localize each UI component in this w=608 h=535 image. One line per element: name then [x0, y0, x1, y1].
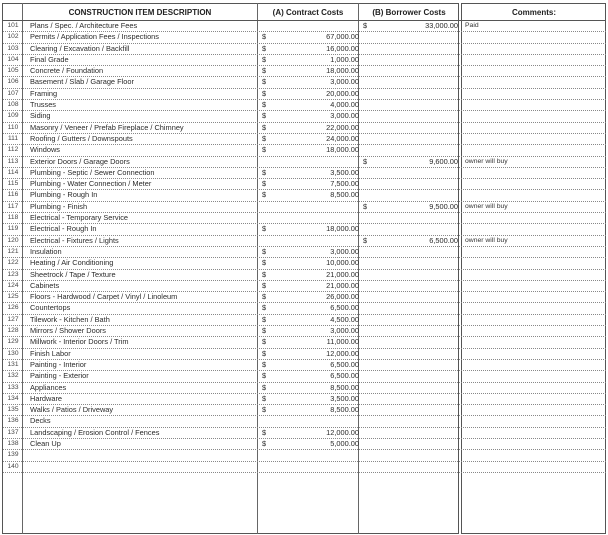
table-row [3, 281, 606, 292]
table-row [3, 247, 606, 258]
item-description: Trusses [30, 100, 57, 110]
item-description: Final Grade [30, 54, 69, 64]
item-description: Floors - Hardwood / Carpet / Vinyl / Linoleum [30, 292, 178, 302]
row-number: 135 [7, 406, 19, 414]
contract-cost-amount: 22,000.00 [326, 122, 359, 132]
contract-dollar-sign: $ [262, 303, 267, 313]
table-row [3, 450, 606, 461]
item-description: Mirrors / Shower Doors [30, 326, 106, 336]
contract-cost-amount: 12,000.00 [326, 348, 359, 358]
table-row [3, 213, 606, 224]
item-description: Concrete / Foundation [30, 66, 104, 76]
table-row [3, 179, 606, 190]
contract-cost-amount: 3,500.00 [330, 167, 359, 177]
contract-cost-amount: 3,000.00 [330, 111, 359, 121]
item-description: Appliances [30, 382, 67, 392]
row-number: 131 [7, 360, 19, 368]
contract-dollar-sign: $ [262, 32, 267, 42]
contract-cost-amount: 4,000.00 [330, 100, 359, 110]
row-number: 119 [7, 225, 19, 233]
contract-cost-amount: 7,500.00 [330, 179, 359, 189]
item-description: Landscaping / Erosion Control / Fences [30, 427, 160, 437]
row-number: 107 [7, 89, 19, 97]
cost-table-body [3, 21, 606, 473]
contract-cost-amount: 5,000.00 [330, 438, 359, 448]
contract-dollar-sign: $ [262, 133, 267, 143]
contract-cost-amount: 11,000.00 [326, 337, 359, 347]
row-number: 110 [7, 123, 19, 131]
contract-dollar-sign: $ [262, 100, 267, 110]
row-number: 139 [7, 451, 19, 459]
table-row [3, 292, 606, 303]
borrower-dollar-sign: $ [363, 201, 368, 211]
table-row [3, 258, 606, 269]
contract-cost-amount: 18,000.00 [326, 145, 359, 155]
row-number: 138 [7, 439, 19, 447]
table-row [3, 202, 606, 213]
table-row [3, 270, 606, 281]
item-description: Tilework - Kitchen / Bath [30, 314, 110, 324]
row-number: 120 [7, 236, 19, 244]
item-description: Basement / Slab / Garage Floor [30, 77, 134, 87]
contract-dollar-sign: $ [262, 371, 267, 381]
item-description: Insulation [30, 246, 62, 256]
row-number: 134 [7, 394, 19, 402]
row-comment: owner will buy [465, 157, 508, 165]
contract-cost-amount: 20,000.00 [326, 88, 359, 98]
table-row [3, 236, 606, 247]
table-row [3, 349, 606, 360]
table-row [3, 462, 606, 473]
item-description: Cabinets [30, 280, 60, 290]
row-number: 117 [7, 202, 19, 210]
item-description: Heating / Air Conditioning [30, 258, 114, 268]
contract-dollar-sign: $ [262, 258, 267, 268]
contract-dollar-sign: $ [262, 405, 267, 415]
item-description: Framing [30, 88, 58, 98]
row-number: 122 [7, 259, 19, 267]
row-number: 137 [7, 428, 19, 436]
row-number: 140 [7, 462, 19, 470]
contract-cost-amount: 3,000.00 [330, 326, 359, 336]
row-number: 121 [7, 247, 19, 255]
item-description: Electrical - Temporary Service [30, 213, 129, 223]
contract-dollar-sign: $ [262, 111, 267, 121]
row-number: 106 [7, 78, 19, 86]
table-row [3, 371, 606, 382]
item-description: Plumbing - Finish [30, 201, 88, 211]
item-description: Exterior Doors / Garage Doors [30, 156, 130, 166]
contract-cost-amount: 10,000.00 [326, 258, 359, 268]
item-description: Countertops [30, 303, 71, 313]
table-row [3, 100, 606, 111]
table-row [3, 337, 606, 348]
contract-cost-amount: 8,500.00 [330, 405, 359, 415]
item-description: Masonry / Veneer / Prefab Fireplace / Chimney [30, 122, 184, 132]
item-description: Windows [30, 145, 60, 155]
contract-cost-amount: 1,000.00 [330, 54, 359, 64]
table-row [3, 315, 606, 326]
table-row [3, 145, 606, 156]
item-description: Decks [30, 416, 51, 426]
row-comment: Paid [465, 22, 479, 29]
row-number: 129 [7, 338, 19, 346]
row-number: 116 [7, 191, 19, 199]
item-description: Plumbing - Water Connection / Meter [30, 179, 152, 189]
row-number: 112 [7, 146, 19, 154]
contract-cost-amount: 6,500.00 [330, 359, 359, 369]
table-row [3, 32, 606, 43]
contract-dollar-sign: $ [262, 190, 267, 200]
contract-dollar-sign: $ [262, 88, 267, 98]
table-row [3, 111, 606, 122]
contract-cost-amount: 24,000.00 [326, 133, 359, 143]
table-row [3, 66, 606, 77]
row-comment: owner will buy [465, 202, 508, 210]
table-row [3, 123, 606, 134]
contract-dollar-sign: $ [262, 427, 267, 437]
contract-dollar-sign: $ [262, 292, 267, 302]
row-number: 108 [7, 101, 19, 109]
table-row [3, 303, 606, 314]
table-row [3, 157, 606, 168]
contract-dollar-sign: $ [262, 337, 267, 347]
table-row [3, 55, 606, 66]
item-description: Electrical - Fixtures / Lights [30, 235, 119, 245]
row-number: 133 [7, 383, 19, 391]
borrower-cost-amount: 33,000.00 [425, 21, 458, 30]
contract-dollar-sign: $ [262, 348, 267, 358]
contract-dollar-sign: $ [262, 326, 267, 336]
contract-dollar-sign: $ [262, 43, 267, 53]
row-number: 101 [7, 22, 19, 29]
row-number: 105 [7, 67, 19, 75]
contract-cost-amount: 3,000.00 [330, 77, 359, 87]
item-description: Permits / Application Fees / Inspections [30, 32, 159, 42]
table-row [3, 394, 606, 405]
item-description: Clearing / Excavation / Backfill [30, 43, 130, 53]
row-number: 125 [7, 293, 19, 301]
row-number: 126 [7, 304, 19, 312]
item-description: Plumbing - Rough In [30, 190, 98, 200]
item-description: Hardware [30, 393, 63, 403]
table-row [3, 439, 606, 450]
contract-dollar-sign: $ [262, 382, 267, 392]
row-number: 128 [7, 327, 19, 335]
contract-dollar-sign: $ [262, 359, 267, 369]
table-row [3, 134, 606, 145]
item-description: Walks / Patios / Driveway [30, 405, 114, 415]
row-number: 111 [7, 134, 19, 142]
borrower-cost-amount: 9,600.00 [429, 156, 458, 166]
row-number: 115 [7, 180, 19, 188]
contract-cost-amount: 12,000.00 [326, 427, 359, 437]
description-column-header: CONSTRUCTION ITEM DESCRIPTION [68, 7, 212, 17]
item-description: Siding [30, 111, 51, 121]
contract-dollar-sign: $ [262, 280, 267, 290]
row-number: 103 [7, 44, 19, 52]
contract-cost-amount: 8,500.00 [330, 382, 359, 392]
contract-dollar-sign: $ [262, 246, 267, 256]
contract-cost-amount: 6,500.00 [330, 371, 359, 381]
item-description: Sheetrock / Tape / Texture [30, 269, 116, 279]
item-description: Electrical - Rough In [30, 224, 97, 234]
contract-cost-amount: 16,000.00 [326, 43, 359, 53]
contract-dollar-sign: $ [262, 77, 267, 87]
contract-cost-amount: 6,500.00 [330, 303, 359, 313]
borrower-dollar-sign: $ [363, 21, 368, 30]
row-number: 127 [7, 315, 19, 323]
contract-cost-amount: 8,500.00 [330, 190, 359, 200]
contract-dollar-sign: $ [262, 314, 267, 324]
contract-cost-amount: 67,000.00 [326, 32, 359, 42]
contract-dollar-sign: $ [262, 438, 267, 448]
contract-dollar-sign: $ [262, 179, 267, 189]
borrower-dollar-sign: $ [363, 156, 368, 166]
contract-cost-amount: 4,500.00 [330, 314, 359, 324]
contract-costs-column-header: (A) Contract Costs [272, 7, 344, 17]
item-description: Finish Labor [30, 348, 71, 358]
table-row [3, 190, 606, 201]
table-row [3, 428, 606, 439]
table-row [3, 405, 606, 416]
row-number: 109 [7, 112, 19, 120]
row-number: 102 [7, 33, 19, 41]
table-row [3, 21, 606, 32]
table-row [3, 224, 606, 235]
table-row [3, 44, 606, 55]
row-number: 104 [7, 55, 19, 63]
item-description: Roofing / Gutters / Downspouts [30, 133, 133, 143]
contract-dollar-sign: $ [262, 224, 267, 234]
contract-cost-amount: 3,000.00 [330, 246, 359, 256]
contract-cost-amount: 21,000.00 [326, 269, 359, 279]
contract-cost-amount: 18,000.00 [326, 224, 359, 234]
contract-cost-amount: 18,000.00 [326, 66, 359, 76]
borrower-dollar-sign: $ [363, 235, 368, 245]
table-row [3, 360, 606, 371]
item-description: Plans / Spec. / Architecture Fees [30, 21, 138, 30]
table-row [3, 89, 606, 100]
row-number: 113 [7, 157, 19, 165]
contract-dollar-sign: $ [262, 269, 267, 279]
comments-column-header: Comments: [511, 7, 556, 17]
borrower-cost-amount: 6,500.00 [429, 235, 458, 245]
contract-dollar-sign: $ [262, 145, 267, 155]
contract-dollar-sign: $ [262, 393, 267, 403]
contract-dollar-sign: $ [262, 66, 267, 76]
borrower-costs-column-header: (B) Borrower Costs [372, 7, 446, 17]
table-row [3, 383, 606, 394]
contract-dollar-sign: $ [262, 167, 267, 177]
contract-dollar-sign: $ [262, 54, 267, 64]
table-row [3, 168, 606, 179]
item-description: Painting - Exterior [30, 371, 89, 381]
row-number: 132 [7, 372, 19, 380]
item-description: Millwork - Interior Doors / Trim [30, 337, 129, 347]
row-number: 114 [7, 168, 19, 176]
borrower-cost-amount: 9,500.00 [429, 201, 458, 211]
row-comment: owner will buy [465, 236, 508, 244]
contract-cost-amount: 3,500.00 [330, 393, 359, 403]
contract-dollar-sign: $ [262, 122, 267, 132]
contract-cost-amount: 21,000.00 [326, 280, 359, 290]
row-number: 118 [7, 214, 19, 222]
item-description: Painting - Interior [30, 359, 87, 369]
item-description: Plumbing - Septic / Sewer Connection [30, 167, 155, 177]
row-number: 124 [7, 281, 19, 289]
table-row [3, 416, 606, 427]
item-description: Clean Up [30, 438, 61, 448]
row-number: 130 [7, 349, 19, 357]
contract-cost-amount: 26,000.00 [326, 292, 359, 302]
row-number: 123 [7, 270, 19, 278]
row-number: 136 [7, 417, 19, 425]
table-row [3, 326, 606, 337]
table-row [3, 77, 606, 88]
